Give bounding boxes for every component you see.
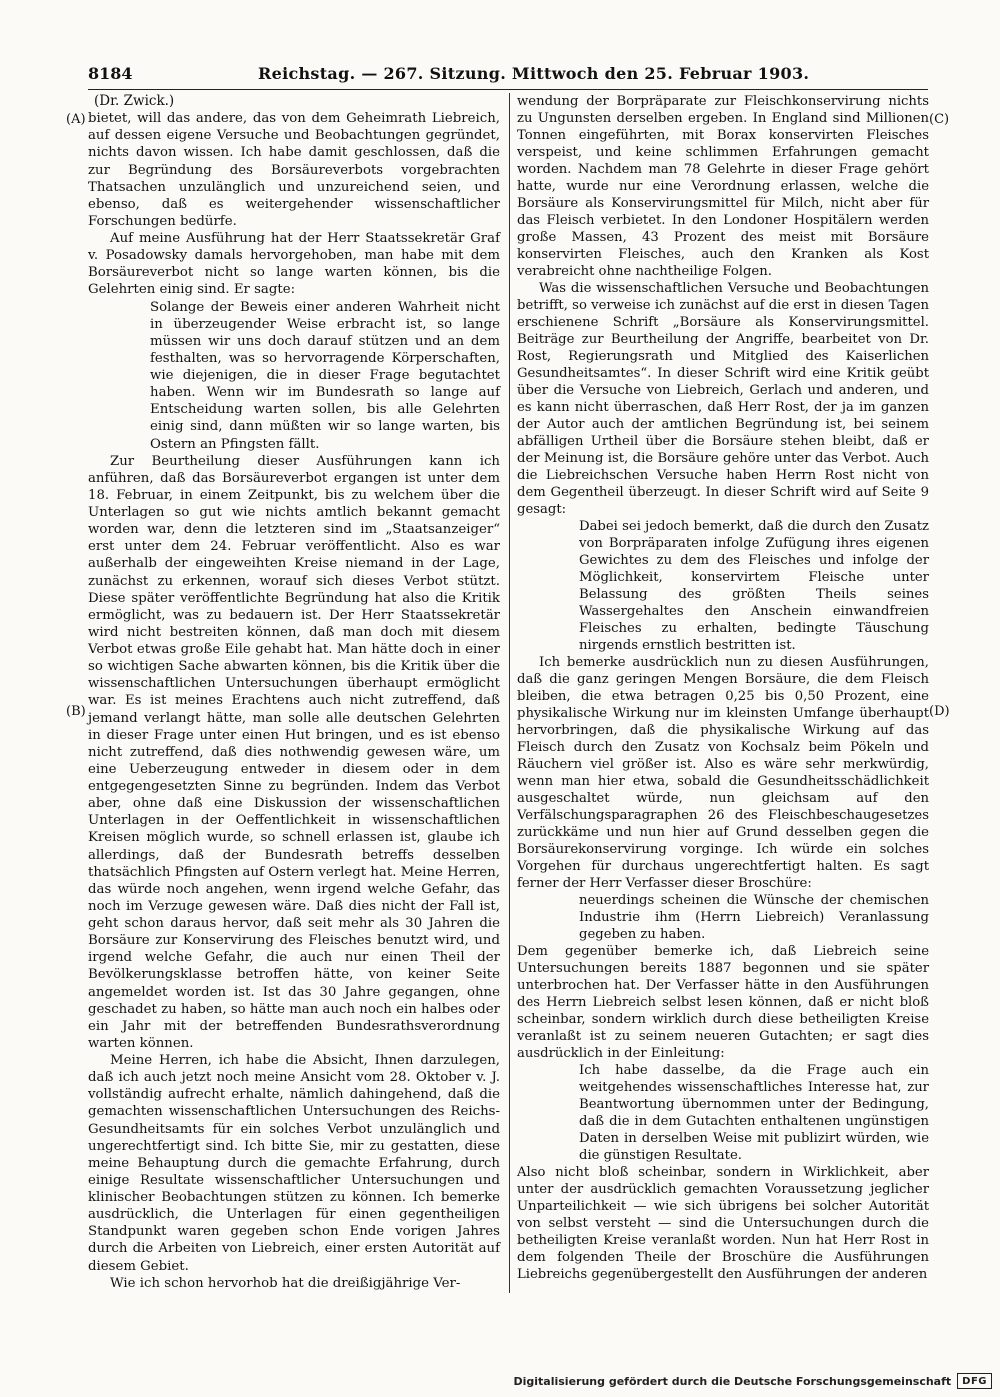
footer-credit: Digitalisierung gefördert durch die Deutsche Forschungsgemeinschaft bbox=[513, 1374, 952, 1388]
block-quote: Ich habe dasselbe, da die Frage auch ein weitgehendes wissenschaftliches Interesse hat, zur Beantwortung übernommen unter der Bedingung, daß die in dem Gutachten enthaltenen ungünstigen Daten in derselben Weise mit publizirt würden, wie die günstigen Resultate. bbox=[579, 1063, 929, 1163]
left-column bbox=[88, 93, 500, 1292]
digitization-footer bbox=[513, 1373, 992, 1389]
column-divider bbox=[509, 93, 510, 1293]
speaker-name: (Dr. Zwick.) bbox=[94, 93, 175, 109]
margin-marker-a: (A) bbox=[66, 112, 86, 127]
margin-marker-c: (C) bbox=[929, 112, 950, 127]
page-number: 8184 bbox=[88, 64, 133, 83]
paragraph: Was die wissenschaftlichen Versuche und Beobachtungen betrifft, so verweise ich zunächst auf die erst in diesen Tagen erschienene Schrift „Borsäure als Konservirungsmittel. Beiträge zur Beurtheilung der Angriffe, bearbeitet von Dr. Rost, Regierungsrath und Mitglied des Kaiserlichen Gesundheitsamtes“. In dieser Schrift wird eine Kritik geübt über die Versuche von Liebreich, Gerlach und anderen, und es kann nicht überraschen, daß Herr Rost, der ja im ganzen der Autor auch der amtlichen Begründung ist, bei seinem abfälligen Urtheil über die Borsäure stehen bleibt, daß er der Meinung ist, die Borsäure gehöre unter das Verbot. Auch die Liebreichschen Versuche haben Herrn Rost nicht von dem Gegentheil überzeugt. In dieser Schrift wird auf Seite 9 gesagt: bbox=[517, 281, 929, 517]
paragraph: Meine Herren, ich habe die Absicht, Ihnen darzulegen, daß ich auch jetzt noch meine Ansicht vom 28. Oktober v. J. vollständig aufrecht erhalte, nämlich dahingehend, daß die gemachten wissenschaftlichen Untersuchungen des Reichs-Gesundheitsamts für ein solches Verbot unzulänglich und ungerechtfertigt sind. Ich bitte Sie, mir zu gestatten, diese meine Behauptung durch die gemachte Erfahrung, durch einige Resultate wissenschaftlicher Untersuchungen und klinischer Beobachtungen stützen zu können. Ich bemerke ausdrücklich, die Unterlagen für einen gegentheiligen Standpunkt waren gegeben schon Ende vorigen Jahres durch die Arbeiten von Liebreich, einer ersten Autorität auf diesem Gebiet. bbox=[88, 1053, 500, 1274]
paragraph: Wie ich schon hervorhob hat die dreißigjährige Ver- bbox=[110, 1275, 461, 1291]
margin-marker-b: (B) bbox=[66, 704, 86, 719]
block-quote: Solange der Beweis einer anderen Wahrheit nicht in überzeugender Weise erbracht ist, so lange müssen wir uns doch darauf stützen und an dem festhalten, was so hervorragende Körperschaften, wie diejenigen, die in dieser Frage begutachtet haben. Wenn wir im Bundesrath so lange auf Entscheidung warten sollen, bis alle Gelehrten einig sind, dann müßten wir so lange warten, bis Ostern an Pfingsten fällt. bbox=[150, 299, 500, 452]
paragraph: Also nicht bloß scheinbar, sondern in Wirklichkeit, aber unter der ausdrücklich gemachten Voraussetzung jeglicher Unparteilichkeit — wie sich übrigens bei solcher Autorität von selbst versteht — sind die Untersuchungen durch die betheiligten Kreise veranlaßt worden. Nun hat Herr Rost in dem folgenden Theile der Broschüre die Ausführungen Liebreichs gegenübergestellt den Ausführungen der anderen bbox=[517, 1165, 929, 1282]
paragraph: Dem gegenüber bemerke ich, daß Liebreich seine Untersuchungen bereits 1887 begonnen und sie später unterbrochen hat. Der Verfasser hätte in den Ausführungen des Herrn Liebreich selbst lesen können, daß er nicht bloß scheinbar, sondern wirklich durch diese betheiligten Kreise veranlaßt ist zu seinem neueren Gutachten; er sagt dies ausdrücklich in der Einleitung: bbox=[517, 944, 929, 1061]
margin-marker-d: (D) bbox=[929, 704, 950, 719]
paragraph: wendung der Borpräparate zur Fleischkonservirung nichts zu Ungunsten derselben ergeben. In England sind Millionen Tonnen eingeführten, mit Borax konservirten Fleisches verspeist, und keine schlimmen Erfahrungen gemacht worden. Nachdem man 78 Gelehrte in dieser Frage gehört hatte, wurde nur eine Verordnung erlassen, welche die Borsäure als Konservirungsmittel für Milch, nicht aber für das Fleisch verbietet. In den Londoner Hospitälern werden große Massen, 43 Prozent des meist mit Borsäure konservirten Fleisches, auch den Kranken als Kost verabreicht ohne nachtheilige Folgen. bbox=[517, 94, 929, 279]
header-rule bbox=[88, 89, 928, 90]
paragraph: bietet, will das andere, das von dem Geheimrath Liebreich, auf dessen eigene Versuche und Beobachtungen gegründet, nichts davon wissen. Ich habe damit geschlossen, daß die zur Begründung des Borsäureverbots vorgebrachten Thatsachen unzulänglich und unzureichend seien, und ebenso, daß es weitergehender wissenschaftlicher Forschungen bedürfe. bbox=[88, 111, 500, 229]
block-quote: neuerdings scheinen die Wünsche der chemischen Industrie ihm (Herrn Liebreich) Veranlassung gegeben zu haben. bbox=[579, 893, 929, 942]
dfg-logo: DFG bbox=[957, 1373, 992, 1389]
running-title: Reichstag. — 267. Sitzung. Mittwoch den 25. Februar 1903. bbox=[258, 64, 810, 83]
paragraph: Auf meine Ausführung hat der Herr Staatssekretär Graf v. Posadowsky damals hervorgehoben, man habe mit dem Borsäureverbot nicht so lange warten können, bis die Gelehrten einig sind. Er sagte: bbox=[88, 231, 500, 298]
paragraph: Ich bemerke ausdrücklich nun zu diesen Ausführungen, daß die ganz geringen Mengen Borsäure, die dem Fleisch bleiben, die etwa betragen 0,25 bis 0,50 Prozent, eine physikalische Wirkung nur im kleinsten Umfange überhaupt hervorbringen, daß die physikalische Wirkung auf das Fleisch durch den Zusatz von Kochsalz beim Pökeln und Räuchern viel größer ist. Also es wäre sehr merkwürdig, wenn man hier etwa, sobald die Gesundheitsschädlichkeit ausgeschaltet würde, nun gleichsam auf den Verfälschungsparagraphen 26 des Fleischbeschaugesetzes zurückkäme und nun hier auf Grund desselben gegen die Borsäurekonservirung vorginge. Ich würde ein solches Vorgehen für durchaus ungerechtfertigt halten. Es sagt ferner der Herr Verfasser dieser Broschüre: bbox=[517, 655, 929, 891]
paragraph: Zur Beurtheilung dieser Ausführungen kann ich anführen, daß das Borsäureverbot ergangen ist unter dem 18. Februar, in einem Zeitpunkt, bis zu welchem über die Unterlagen so gut wie nichts amtlich bekannt gemacht worden war, denn die letzteren sind im „Staatsanzeiger“ erst unter dem 24. Februar veröffentlicht. Also es war außerhalb der eingeweihten Kreise niemand in der Lage, zunächst zu erkennen, worauf sich dieses Verbot stützt. Diese später veröffentlichte Begründung hat also die Kritik ermöglicht, was zu bedauern ist. Der Herr Staatssekretär wird nicht bestreiten können, daß man doch mit diesem Verbot etwas große Eile gehabt hat. Man hätte doch in einer so wichtigen Sache abwarten können, bis die Kritik über die wissenschaftlichen Untersuchungen überhaupt ermöglicht war. Es ist meines Erachtens auch nicht zutreffend, daß jemand verlangt hätte, man solle alle deutschen Gelehrten in dieser Frage unter einen Hut bringen, und es ist ebenso nicht zutreffend, daß dies nothwendig gewesen wäre, um eine Ueberzeugung entweder in diesem oder in dem entgegengesetzten Sinne zu begründen. Indem das Verbot aber, ohne daß eine Diskussion der wissenschaftlichen Unterlagen in der Oeffentlichkeit in wissenschaftlichen Kreisen möglich wurde, so schnell erlassen ist, glaube ich allerdings, daß der Bundesrath betreffs desselben thatsächlich Pfingsten auf Ostern verlegt hat. Meine Herren, das würde noch angehen, wenn irgend welche Gefahr, das noch im Verzuge gewesen wäre. Daß dies nicht der Fall ist, geht schon daraus hervor, daß seit mehr als 30 Jahren die Borsäure zur Konservirung des Fleisches benutzt wird, und irgend welche Gefahr, die auch nur einen Theil der Bevölkerungsklasse betroffen hätte, von keiner Seite angemeldet worden ist. Ist das 30 Jahre gegangen, ohne geschadet zu haben, so hätte man auch noch ein halbes oder ein Jahr mit der betreffenden Bundesrathsverordnung warten können. bbox=[88, 453, 500, 1051]
right-column bbox=[517, 93, 929, 1283]
block-quote: Dabei sei jedoch bemerkt, daß die durch den Zusatz von Borpräparaten infolge Zufügung ihres eigenen Gewichtes zu dem des Fleisches und infolge der Möglichkeit, konservirtem Fleische unter Belassung des größten Theils seines Wassergehaltes den Anschein einwandfreien Fleisches zu erhalten, bedingte Täuschung nirgends ernstlich bestritten ist. bbox=[579, 519, 929, 653]
page-header bbox=[88, 64, 930, 88]
